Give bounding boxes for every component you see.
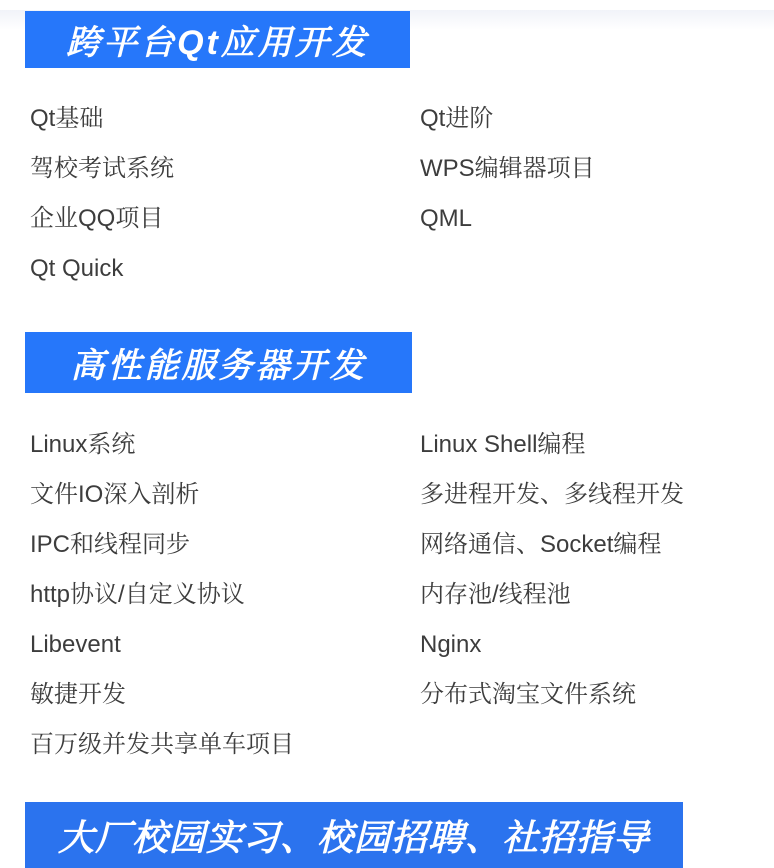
course-item: Nginx	[420, 631, 482, 658]
course-row	[30, 429, 764, 479]
course-list-server	[30, 429, 764, 779]
course-row	[30, 629, 764, 679]
course-item: 文件IO深入剖析	[30, 481, 200, 508]
course-item: Linux Shell编程	[420, 431, 586, 458]
course-item: IPC和线程同步	[30, 531, 191, 558]
section-title: 跨平台Qt应用开发	[66, 24, 369, 62]
course-item: Linux系统	[30, 431, 136, 458]
section-title: 高性能服务器开发	[70, 347, 367, 385]
course-row	[30, 679, 764, 729]
course-row	[30, 479, 764, 529]
course-row	[30, 153, 764, 203]
course-row	[30, 203, 764, 253]
course-item: Qt进阶	[420, 105, 494, 132]
course-item: Qt Quick	[30, 255, 124, 282]
course-row	[30, 103, 764, 153]
course-item: 内存池/线程池	[420, 581, 571, 608]
course-item: 敏捷开发	[30, 681, 126, 708]
course-row	[30, 579, 764, 629]
course-row	[30, 529, 764, 579]
course-row	[30, 253, 764, 303]
course-item: 网络通信、Socket编程	[420, 531, 662, 558]
course-list-qt	[30, 103, 764, 303]
course-item: 企业QQ项目	[30, 205, 164, 232]
course-item: Qt基础	[30, 105, 104, 132]
section-title-banner-qt	[25, 11, 410, 68]
course-item: 驾校考试系统	[30, 155, 174, 182]
course-item: WPS编辑器项目	[420, 155, 595, 182]
course-item: QML	[420, 205, 473, 232]
course-row	[30, 729, 764, 779]
course-item: 百万级并发共享单车项目	[30, 731, 294, 758]
course-item: Libevent	[30, 631, 121, 658]
course-item: 多进程开发、多线程开发	[420, 481, 684, 508]
section-title-banner-server	[25, 332, 412, 393]
course-item: 分布式淘宝文件系统	[420, 681, 636, 708]
course-item: http协议/自定义协议	[30, 581, 245, 608]
footer-banner	[25, 802, 683, 868]
footer-banner-title: 大厂校园实习、校园招聘、社招指导	[57, 816, 650, 858]
